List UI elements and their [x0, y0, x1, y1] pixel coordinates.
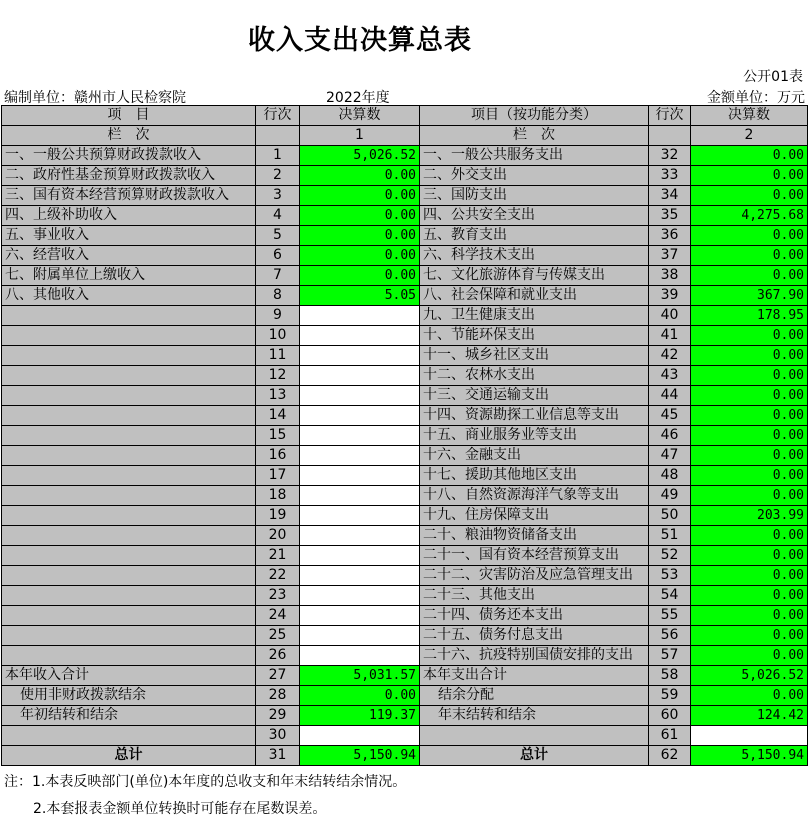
table-row [2, 406, 808, 426]
income-item [2, 506, 256, 526]
expense-amount: 178.95 [691, 306, 808, 326]
income-amount: 5,031.57 [300, 666, 420, 686]
expense-line-no: 34 [649, 186, 691, 206]
expense-amount: 4,275.68 [691, 206, 808, 226]
table-row [2, 206, 808, 226]
expense-amount: 0.00 [691, 646, 808, 666]
expense-line-no: 55 [649, 606, 691, 626]
table-row [2, 426, 808, 446]
expense-line-no: 41 [649, 326, 691, 346]
expense-line-no: 57 [649, 646, 691, 666]
income-item [2, 526, 256, 546]
table-row [2, 186, 808, 206]
income-line-no: 25 [256, 626, 300, 646]
income-line-no: 12 [256, 366, 300, 386]
table-row [2, 486, 808, 506]
expense-amount: 0.00 [691, 166, 808, 186]
income-line-no: 9 [256, 306, 300, 326]
income-line-no: 8 [256, 286, 300, 306]
expense-item: 二十四、债务还本支出 [420, 606, 649, 626]
budget-summary-table [1, 105, 808, 766]
expense-amount: 0.00 [691, 486, 808, 506]
expense-amount: 0.00 [691, 446, 808, 466]
income-item [2, 626, 256, 646]
income-item [2, 566, 256, 586]
expense-amount: 0.00 [691, 246, 808, 266]
expense-amount: 367.90 [691, 286, 808, 306]
col-label-2: 栏 次 [420, 126, 649, 146]
col-number-1: 1 [300, 126, 420, 146]
table-row [2, 286, 808, 306]
income-line-no: 27 [256, 666, 300, 686]
header-item-func: 项目（按功能分类） [420, 106, 649, 126]
header-item: 项 目 [2, 106, 256, 126]
expense-item: 十、节能环保支出 [420, 326, 649, 346]
table-row [2, 526, 808, 546]
income-item [2, 386, 256, 406]
expense-line-no: 45 [649, 406, 691, 426]
income-line-no: 3 [256, 186, 300, 206]
income-amount: 0.00 [300, 206, 420, 226]
header-seq-2: 行次 [649, 106, 691, 126]
income-line-no: 14 [256, 406, 300, 426]
table-row [2, 706, 808, 726]
expense-item: 十四、资源勘探工业信息等支出 [420, 406, 649, 426]
income-item [2, 426, 256, 446]
income-amount: 0.00 [300, 226, 420, 246]
expense-line-no: 52 [649, 546, 691, 566]
income-amount: 0.00 [300, 186, 420, 206]
table-row [2, 446, 808, 466]
income-item [2, 646, 256, 666]
income-item: 七、附属单位上缴收入 [2, 266, 256, 286]
income-line-no: 16 [256, 446, 300, 466]
income-item [2, 306, 256, 326]
expense-line-no: 50 [649, 506, 691, 526]
income-amount [300, 566, 420, 586]
col-blank-2 [649, 126, 691, 146]
expense-item: 二十一、国有资本经营预算支出 [420, 546, 649, 566]
expense-amount: 0.00 [691, 186, 808, 206]
header-amount-2: 决算数 [691, 106, 808, 126]
expense-amount: 0.00 [691, 686, 808, 706]
income-amount [300, 406, 420, 426]
income-amount [300, 506, 420, 526]
expense-item: 二十三、其他支出 [420, 586, 649, 606]
expense-amount: 203.99 [691, 506, 808, 526]
expense-amount: 0.00 [691, 226, 808, 246]
table-row [2, 306, 808, 326]
expense-line-no: 61 [649, 726, 691, 746]
table-row [2, 546, 808, 566]
table-row [2, 386, 808, 406]
income-line-no: 13 [256, 386, 300, 406]
income-item: 年初结转和结余 [2, 706, 256, 726]
income-amount [300, 346, 420, 366]
expense-item: 五、教育支出 [420, 226, 649, 246]
income-line-no: 7 [256, 266, 300, 286]
table-row [2, 506, 808, 526]
reporting-unit: 编制单位：赣州市人民检察院 [4, 90, 186, 106]
expense-line-no: 36 [649, 226, 691, 246]
income-amount [300, 546, 420, 566]
expense-amount: 0.00 [691, 606, 808, 626]
expense-line-no: 51 [649, 526, 691, 546]
income-item: 总计 [2, 746, 256, 766]
income-line-no: 11 [256, 346, 300, 366]
expense-item [420, 726, 649, 746]
expense-line-no: 54 [649, 586, 691, 606]
expense-item: 本年支出合计 [420, 666, 649, 686]
income-line-no: 4 [256, 206, 300, 226]
income-amount: 5.05 [300, 286, 420, 306]
income-line-no: 1 [256, 146, 300, 166]
income-item [2, 726, 256, 746]
expense-item: 二十二、灾害防治及应急管理支出 [420, 566, 649, 586]
expense-item: 二十六、抗疫特别国债安排的支出 [420, 646, 649, 666]
col-blank [256, 126, 300, 146]
expense-amount: 0.00 [691, 626, 808, 646]
currency-unit: 金额单位：万元 [707, 90, 805, 106]
income-amount: 0.00 [300, 246, 420, 266]
expense-line-no: 58 [649, 666, 691, 686]
income-amount [300, 426, 420, 446]
table-row [2, 346, 808, 366]
expense-amount: 0.00 [691, 566, 808, 586]
expense-amount: 0.00 [691, 266, 808, 286]
income-item [2, 486, 256, 506]
income-line-no: 2 [256, 166, 300, 186]
expense-line-no: 37 [649, 246, 691, 266]
income-amount [300, 366, 420, 386]
income-item: 六、经营收入 [2, 246, 256, 266]
table-row [2, 466, 808, 486]
income-amount [300, 726, 420, 746]
table-row [2, 166, 808, 186]
table-row [2, 626, 808, 646]
expense-amount: 0.00 [691, 466, 808, 486]
expense-amount: 0.00 [691, 366, 808, 386]
income-amount [300, 466, 420, 486]
expense-line-no: 40 [649, 306, 691, 326]
expense-line-no: 38 [649, 266, 691, 286]
income-item: 二、政府性基金预算财政拨款收入 [2, 166, 256, 186]
income-item [2, 546, 256, 566]
expense-amount: 5,150.94 [691, 746, 808, 766]
expense-line-no: 59 [649, 686, 691, 706]
table-row [2, 266, 808, 286]
income-line-no: 28 [256, 686, 300, 706]
expense-amount: 0.00 [691, 546, 808, 566]
income-line-no: 5 [256, 226, 300, 246]
income-line-no: 22 [256, 566, 300, 586]
expense-amount [691, 726, 808, 746]
income-item: 一、一般公共预算财政拨款收入 [2, 146, 256, 166]
income-amount: 5,150.94 [300, 746, 420, 766]
expense-item: 十三、交通运输支出 [420, 386, 649, 406]
table-row [2, 726, 808, 746]
income-line-no: 31 [256, 746, 300, 766]
income-amount: 0.00 [300, 266, 420, 286]
page-title: 收入支出决算总表 [248, 25, 472, 56]
expense-line-no: 42 [649, 346, 691, 366]
income-line-no: 20 [256, 526, 300, 546]
income-item: 五、事业收入 [2, 226, 256, 246]
col-label: 栏 次 [2, 126, 256, 146]
income-item [2, 366, 256, 386]
income-amount [300, 646, 420, 666]
expense-item: 二十、粮油物资储备支出 [420, 526, 649, 546]
table-row [2, 246, 808, 266]
expense-line-no: 39 [649, 286, 691, 306]
income-amount: 5,026.52 [300, 146, 420, 166]
income-line-no: 10 [256, 326, 300, 346]
expense-amount: 0.00 [691, 386, 808, 406]
income-line-no: 26 [256, 646, 300, 666]
expense-line-no: 53 [649, 566, 691, 586]
income-item [2, 346, 256, 366]
expense-line-no: 43 [649, 366, 691, 386]
expense-item: 四、公共安全支出 [420, 206, 649, 226]
header-seq: 行次 [256, 106, 300, 126]
income-line-no: 21 [256, 546, 300, 566]
expense-amount: 0.00 [691, 426, 808, 446]
income-line-no: 6 [256, 246, 300, 266]
note-1: 注：1.本表反映部门(单位)本年度的总收支和年末结转结余情况。 [4, 774, 407, 790]
income-amount [300, 326, 420, 346]
income-line-no: 18 [256, 486, 300, 506]
expense-item: 十一、城乡社区支出 [420, 346, 649, 366]
income-item: 本年收入合计 [2, 666, 256, 686]
note-2: 2.本套报表金额单位转换时可能存在尾数误差。 [33, 801, 327, 817]
form-number: 公开01表 [743, 69, 803, 85]
income-item: 使用非财政拨款结余 [2, 686, 256, 706]
expense-amount: 124.42 [691, 706, 808, 726]
fiscal-year: 2022年度 [326, 90, 390, 106]
income-amount: 0.00 [300, 686, 420, 706]
expense-line-no: 46 [649, 426, 691, 446]
expense-item: 二十五、债务付息支出 [420, 626, 649, 646]
income-item [2, 586, 256, 606]
expense-item: 十五、商业服务业等支出 [420, 426, 649, 446]
table-row [2, 566, 808, 586]
income-amount [300, 306, 420, 326]
income-amount [300, 446, 420, 466]
income-line-no: 24 [256, 606, 300, 626]
table-row [2, 366, 808, 386]
expense-line-no: 62 [649, 746, 691, 766]
expense-line-no: 47 [649, 446, 691, 466]
expense-item: 九、卫生健康支出 [420, 306, 649, 326]
expense-item: 总计 [420, 746, 649, 766]
header-amount: 决算数 [300, 106, 420, 126]
income-line-no: 19 [256, 506, 300, 526]
income-item [2, 466, 256, 486]
table-row [2, 326, 808, 346]
expense-amount: 0.00 [691, 526, 808, 546]
income-amount [300, 386, 420, 406]
expense-item: 七、文化旅游体育与传媒支出 [420, 266, 649, 286]
expense-item: 十七、援助其他地区支出 [420, 466, 649, 486]
income-amount [300, 526, 420, 546]
table-row [2, 146, 808, 166]
expense-item: 一、一般公共服务支出 [420, 146, 649, 166]
table-row [2, 666, 808, 686]
income-line-no: 17 [256, 466, 300, 486]
expense-item: 十二、农林水支出 [420, 366, 649, 386]
notes [4, 769, 406, 823]
expense-item: 二、外交支出 [420, 166, 649, 186]
income-line-no: 30 [256, 726, 300, 746]
expense-amount: 0.00 [691, 146, 808, 166]
expense-line-no: 48 [649, 466, 691, 486]
income-line-no: 15 [256, 426, 300, 446]
income-amount [300, 586, 420, 606]
expense-amount: 0.00 [691, 586, 808, 606]
income-line-no: 29 [256, 706, 300, 726]
expense-item: 结余分配 [420, 686, 649, 706]
table-row [2, 606, 808, 626]
table-row [2, 746, 808, 766]
expense-line-no: 44 [649, 386, 691, 406]
income-item [2, 446, 256, 466]
expense-line-no: 49 [649, 486, 691, 506]
expense-item: 三、国防支出 [420, 186, 649, 206]
expense-item: 十八、自然资源海洋气象等支出 [420, 486, 649, 506]
income-item [2, 326, 256, 346]
col-number-2: 2 [691, 126, 808, 146]
expense-amount: 0.00 [691, 346, 808, 366]
income-item: 八、其他收入 [2, 286, 256, 306]
income-amount [300, 626, 420, 646]
expense-line-no: 32 [649, 146, 691, 166]
expense-item: 年末结转和结余 [420, 706, 649, 726]
expense-line-no: 60 [649, 706, 691, 726]
expense-amount: 0.00 [691, 326, 808, 346]
table-row [2, 586, 808, 606]
expense-item: 十九、住房保障支出 [420, 506, 649, 526]
expense-amount: 0.00 [691, 406, 808, 426]
income-line-no: 23 [256, 586, 300, 606]
income-item [2, 606, 256, 626]
income-amount [300, 606, 420, 626]
income-item [2, 406, 256, 426]
expense-item: 八、社会保障和就业支出 [420, 286, 649, 306]
expense-amount: 5,026.52 [691, 666, 808, 686]
expense-item: 十六、金融支出 [420, 446, 649, 466]
income-item: 三、国有资本经营预算财政拨款收入 [2, 186, 256, 206]
expense-line-no: 56 [649, 626, 691, 646]
income-item: 四、上级补助收入 [2, 206, 256, 226]
income-amount: 119.37 [300, 706, 420, 726]
table-row [2, 646, 808, 666]
table-row [2, 686, 808, 706]
expense-line-no: 35 [649, 206, 691, 226]
income-amount [300, 486, 420, 506]
expense-item: 六、科学技术支出 [420, 246, 649, 266]
table-row [2, 226, 808, 246]
expense-line-no: 33 [649, 166, 691, 186]
income-amount: 0.00 [300, 166, 420, 186]
